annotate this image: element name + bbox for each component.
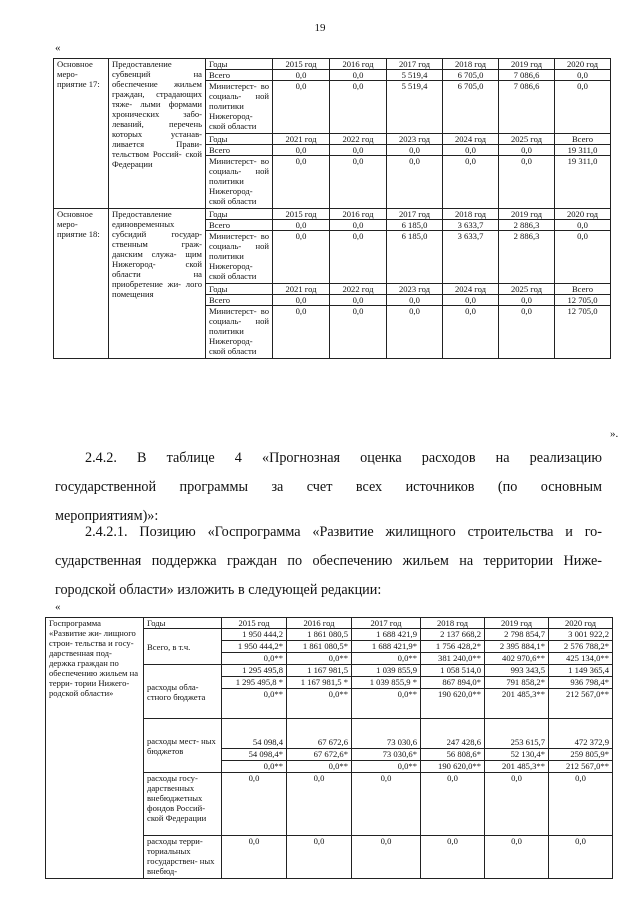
ministry-label: Министерст- во социаль- ной политики Нижегород- ской области <box>206 231 273 284</box>
year-header: 2018 год <box>443 209 499 220</box>
value-cell: 0,0 <box>330 231 387 284</box>
value-cell: 2 886,3 <box>499 220 555 231</box>
year-header: 2020 год <box>549 618 613 629</box>
value-cell: 0,0 <box>499 145 555 156</box>
value-line: 993 343,5 <box>485 665 548 677</box>
value-cell: 0,0 <box>499 295 555 306</box>
value-cell: 7 086,6 <box>499 81 555 134</box>
value-cell: 0,0 <box>273 156 330 209</box>
value-line: 0,0** <box>328 689 348 699</box>
value-cell: 0,0 <box>499 156 555 209</box>
year-header: 2019 год <box>499 59 555 70</box>
year-header: 2016 год <box>287 618 352 629</box>
value-line: 1 861 080,5 <box>287 629 351 641</box>
value-cell: 5 519,4 <box>387 81 443 134</box>
value-line: 0,0** <box>263 761 283 771</box>
value-cell: 0,0 <box>222 836 287 879</box>
value-line: 1 688 421,9* <box>352 641 420 653</box>
year-header: 2018 год <box>443 59 499 70</box>
value-line: 1 295 495,8 * <box>222 677 286 689</box>
para-line: 2.4.2.1. Позицию «Госпрограмма «Развитие жилищного строительства и го- <box>85 524 602 540</box>
year-header: 2016 год <box>330 209 387 220</box>
value-line: 0,0** <box>263 653 283 663</box>
value-line: 54 098,4 <box>222 737 286 749</box>
value-line: 1 756 428,2* <box>421 641 484 653</box>
value-cell: 0,0 <box>273 295 330 306</box>
value-cell <box>549 719 613 773</box>
value-line: 73 030,6* <box>352 749 420 761</box>
value-cell: 19 311,0 <box>555 145 611 156</box>
value-line: 56 808,6* <box>421 749 484 761</box>
value-cell: 2 886,3 <box>499 231 555 284</box>
value-cell: 6 705,0 <box>443 70 499 81</box>
year-header: 2025 год <box>499 284 555 295</box>
year-header: 2025 год <box>499 134 555 145</box>
years-label: Годы <box>206 134 273 145</box>
ministry-label: Министерст- во социаль- ной политики Нижегород- ской области <box>206 81 273 134</box>
para-line: сударственная поддержка граждан по обеспечению жильем на территории Ниже- <box>55 553 602 569</box>
paragraph-2-4-2-1 <box>55 518 602 605</box>
value-line: 212 567,0** <box>566 689 609 699</box>
para-line: городской области» изложить в следующей редакции: <box>55 582 382 598</box>
value-line: 867 894,0* <box>421 677 484 689</box>
year-header: 2021 год <box>273 134 330 145</box>
value-cell: 0,0 <box>222 773 287 836</box>
years-label: Годы <box>206 209 273 220</box>
value-line: 54 098,4* <box>222 749 286 761</box>
year-header: 2022 год <box>330 134 387 145</box>
year-header: 2017 год <box>352 618 421 629</box>
value-cell: 0,0 <box>555 231 611 284</box>
para-line: мероприятиям)»: <box>55 508 159 524</box>
value-cell <box>485 719 549 773</box>
value-line: 0,0** <box>397 653 417 663</box>
value-cell: 0,0 <box>330 145 387 156</box>
year-header: 2017 год <box>387 209 443 220</box>
year-header: 2024 год <box>443 284 499 295</box>
value-cell: 0,0 <box>273 81 330 134</box>
year-header: Всего <box>555 134 611 145</box>
value-line: 2 395 884,1* <box>485 641 548 653</box>
value-line: 67 672,6 <box>287 737 351 749</box>
value-line: 1 861 080,5* <box>287 641 351 653</box>
value-cell: 0,0 <box>330 81 387 134</box>
value-cell: 12 705,0 <box>555 306 611 359</box>
value-line: 1 039 855,9 <box>352 665 420 677</box>
value-cell: 0,0 <box>499 306 555 359</box>
value-cell: 0,0 <box>273 145 330 156</box>
measure-name: Основное меро- приятие 17: <box>54 59 109 209</box>
value-line: 0,0** <box>263 689 283 699</box>
measure-name: Основное меро- приятие 18: <box>54 209 109 359</box>
value-line: 247 428,6 <box>421 737 484 749</box>
value-cell <box>485 629 549 665</box>
value-cell <box>222 665 287 719</box>
value-cell <box>287 629 352 665</box>
value-cell <box>549 665 613 719</box>
value-cell: 0,0 <box>443 306 499 359</box>
year-header: 2024 год <box>443 134 499 145</box>
para-line: 2.4.2. В таблице 4 «Прогнозная оценка расходов на реализацию <box>85 450 602 466</box>
measures-table <box>53 58 611 359</box>
value-cell: 0,0 <box>330 220 387 231</box>
value-cell: 6 185,0 <box>387 220 443 231</box>
value-cell: 0,0 <box>443 156 499 209</box>
value-cell <box>352 719 421 773</box>
value-cell: 0,0 <box>352 836 421 879</box>
measure-description: Предоставление субвенций на обеспечение жильем граждан, страдающих тяже- лыми формами хронических забо- леваний, перечень которых устанав- ливается Прави- тельством Россий- ской Федерации <box>109 59 206 209</box>
value-line: 253 615,7 <box>485 737 548 749</box>
value-cell: 0,0 <box>330 156 387 209</box>
value-cell: 0,0 <box>330 306 387 359</box>
opening-quote: « <box>55 42 61 54</box>
total-label: Всего <box>206 145 273 156</box>
value-cell <box>421 719 485 773</box>
value-line: 1 167 981,5 <box>287 665 351 677</box>
value-cell: 0,0 <box>485 836 549 879</box>
year-header: 2016 год <box>330 59 387 70</box>
para-line: государственной программы за счет всех источников (по основным <box>55 479 602 495</box>
value-cell: 0,0 <box>555 81 611 134</box>
value-line: 0,0** <box>328 761 348 771</box>
value-cell: 0,0 <box>555 70 611 81</box>
value-line: 212 567,0** <box>566 761 609 771</box>
value-cell <box>549 629 613 665</box>
value-cell <box>287 665 352 719</box>
year-header: 2015 год <box>273 209 330 220</box>
value-line: 425 134,0** <box>566 653 609 663</box>
value-line: 73 030,6 <box>352 737 420 749</box>
value-line: 201 485,3** <box>502 689 545 699</box>
value-line: 1 688 421,9 <box>352 629 420 641</box>
value-line: 259 805,9* <box>549 749 612 761</box>
value-cell <box>352 629 421 665</box>
value-cell: 0,0 <box>273 231 330 284</box>
value-line: 1 167 981,5 * <box>287 677 351 689</box>
value-line: 2 576 788,2* <box>549 641 612 653</box>
year-header: 2023 год <box>387 134 443 145</box>
value-line: 1 950 444,2 <box>222 629 286 641</box>
value-line: 1 149 365,4 <box>549 665 612 677</box>
value-line: 936 798,4* <box>549 677 612 689</box>
value-line: 190 620,0** <box>438 761 481 771</box>
opening-quote-2: « <box>55 601 61 613</box>
year-header: 2015 год <box>273 59 330 70</box>
year-header: 2015 год <box>222 618 287 629</box>
value-line: 201 485,3** <box>502 761 545 771</box>
value-line: 0,0** <box>397 761 417 771</box>
year-header: 2018 год <box>421 618 485 629</box>
value-cell: 0,0 <box>555 220 611 231</box>
value-line: 67 672,6* <box>287 749 351 761</box>
year-header: 2021 год <box>273 284 330 295</box>
value-line: 0,0** <box>397 689 417 699</box>
value-line: 52 130,4* <box>485 749 548 761</box>
extrabudget-label: расходы госу- дарственных внебюджетных фондов Россий- ской Федерации <box>144 773 222 836</box>
year-header: 2019 год <box>499 209 555 220</box>
value-cell: 0,0 <box>421 773 485 836</box>
value-cell: 3 633,7 <box>443 231 499 284</box>
value-cell: 0,0 <box>287 773 352 836</box>
value-line: 791 858,2* <box>485 677 548 689</box>
year-header: 2020 год <box>555 59 611 70</box>
year-header: 2019 год <box>485 618 549 629</box>
total-label: Всего <box>206 220 273 231</box>
ministry-label: Министерст- во социаль- ной политики Нижегород- ской области <box>206 306 273 359</box>
closing-quote: ». <box>610 428 619 440</box>
value-cell: 0,0 <box>443 145 499 156</box>
year-header: Всего <box>555 284 611 295</box>
total-label: Всего, в т.ч. <box>144 629 222 665</box>
value-cell: 6 705,0 <box>443 81 499 134</box>
value-cell: 0,0 <box>549 773 613 836</box>
measure-description: Предоставление единовременных субсидий государ- ственным граж- данским служа- щим Нижегород- ской области на приобретение жи- лого помещения <box>109 209 206 359</box>
value-cell <box>485 665 549 719</box>
total-label: Всего <box>206 295 273 306</box>
value-cell: 0,0 <box>352 773 421 836</box>
local-label: расходы мест- ных бюджетов <box>144 719 222 773</box>
value-cell: 3 633,7 <box>443 220 499 231</box>
value-cell <box>352 665 421 719</box>
value-cell: 0,0 <box>273 306 330 359</box>
territorial-label: расходы терри- ториальных государствен- ных внебюд- <box>144 836 222 879</box>
value-cell: 19 311,0 <box>555 156 611 209</box>
program-table <box>45 617 613 879</box>
value-line: 1 950 444,2* <box>222 641 286 653</box>
value-line: 472 372,9 <box>549 737 612 749</box>
value-cell: 5 519,4 <box>387 70 443 81</box>
regional-label: расходы обла- стного бюджета <box>144 665 222 719</box>
year-header: 2017 год <box>387 59 443 70</box>
value-line: 1 039 855,9 * <box>352 677 420 689</box>
years-label: Годы <box>206 59 273 70</box>
years-label: Годы <box>144 618 222 629</box>
value-cell <box>421 629 485 665</box>
table-row <box>46 618 613 629</box>
program-name: Госпрограмма «Развитие жи- лищного строи- тельства и госу- дарственная под- держка граждан по обеспечению жильем на терри- тории Нижего- родской области» <box>46 618 144 879</box>
total-label: Всего <box>206 70 273 81</box>
value-cell <box>222 719 287 773</box>
value-cell: 0,0 <box>387 156 443 209</box>
value-cell: 0,0 <box>387 295 443 306</box>
value-cell: 0,0 <box>273 70 330 81</box>
year-header: 2023 год <box>387 284 443 295</box>
value-line: 190 620,0** <box>438 689 481 699</box>
table-row <box>54 59 611 70</box>
value-line: 2 137 668,2 <box>421 629 484 641</box>
value-line: 2 798 854,7 <box>485 629 548 641</box>
value-line: 0,0** <box>328 653 348 663</box>
value-cell: 0,0 <box>330 295 387 306</box>
value-cell: 0,0 <box>485 773 549 836</box>
value-cell: 0,0 <box>549 836 613 879</box>
value-cell: 6 185,0 <box>387 231 443 284</box>
value-cell: 0,0 <box>387 145 443 156</box>
value-cell: 0,0 <box>273 220 330 231</box>
value-cell: 0,0 <box>421 836 485 879</box>
table-row <box>54 209 611 220</box>
value-line: 381 240,0** <box>438 653 481 663</box>
value-cell: 12 705,0 <box>555 295 611 306</box>
value-cell <box>222 629 287 665</box>
page-number: 19 <box>314 22 326 34</box>
year-header: 2022 год <box>330 284 387 295</box>
ministry-label: Министерст- во социаль- ной политики Нижегород- ской области <box>206 156 273 209</box>
value-cell: 0,0 <box>330 70 387 81</box>
value-cell: 0,0 <box>287 836 352 879</box>
value-line: 1 058 514,0 <box>421 665 484 677</box>
value-line: 3 001 922,2 <box>549 629 612 641</box>
years-label: Годы <box>206 284 273 295</box>
value-line: 402 970,6** <box>502 653 545 663</box>
value-cell <box>421 665 485 719</box>
year-header: 2020 год <box>555 209 611 220</box>
value-cell: 7 086,6 <box>499 70 555 81</box>
value-cell: 0,0 <box>387 306 443 359</box>
value-cell <box>287 719 352 773</box>
value-line: 1 295 495,8 <box>222 665 286 677</box>
value-cell: 0,0 <box>443 295 499 306</box>
